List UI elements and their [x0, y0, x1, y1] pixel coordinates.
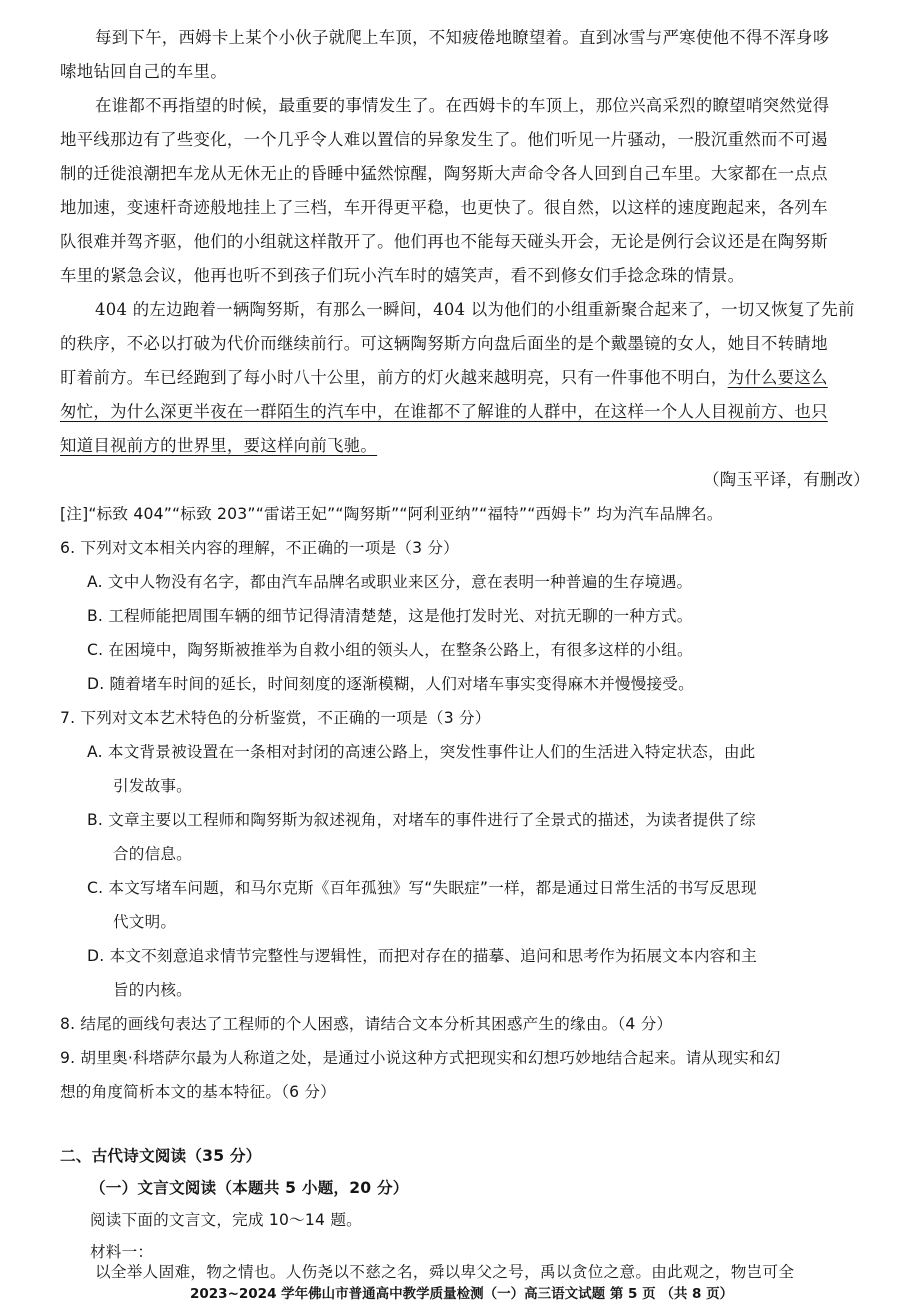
option-7c-cont: 代文明。	[113, 913, 177, 931]
option-7c: C. 本文写堵车问题，和马尔克斯《百年孤独》写“失眠症”一样，都是通过日常生活的书写反思现	[87, 879, 757, 897]
section-heading: 二、古代诗文阅读（35 分）	[60, 1147, 262, 1165]
question-6: 6. 下列对文本相关内容的理解，不正确的一项是（3 分）	[60, 539, 459, 557]
passage-line: 地平线那边有了些变化，一个几乎令人难以置信的异象发生了。他们听见一片骚动，一股沉重然而不可遏	[60, 130, 828, 149]
option-7a-cont: 引发故事。	[113, 777, 192, 795]
passage-line: 地加速，变速杆奇迹般地挂上了三档，车开得更平稳，也更快了。很自然，以这样的速度跑起来，各列车	[60, 198, 828, 217]
translator-source: （陶玉平译，有删改）	[703, 470, 870, 489]
page-footer: 2023~2024 学年佛山市普通高中教学质量检测（一）高三语文试题 第 5 页 （共 8 页）	[190, 1286, 734, 1302]
passage-line: 制的迁徙浪潮把车龙从无休无止的昏睡中猛然惊醒，陶努斯大声命令各人回到自己车里。大家都在一点点	[60, 164, 828, 183]
underlined-sentence: 为什么要这么	[727, 368, 828, 387]
question-8: 8. 结尾的画线句表达了工程师的个人困惑，请结合文本分析其困惑产生的缘由。（4 分）	[60, 1015, 673, 1033]
subsection-heading: （一）文言文阅读（本题共 5 小题，20 分）	[90, 1179, 409, 1197]
passage-line: 的秩序，不必以打破为代价而继续前行。可这辆陶努斯方向盘后面坐的是个戴墨镜的女人，她目不转睛地	[60, 334, 828, 353]
underlined-sentence: 知道目视前方的世界里，要这样向前飞驰。	[60, 436, 378, 455]
instruction: 阅读下面的文言文，完成 10～14 题。	[90, 1211, 362, 1229]
option-7d: D. 本文不刻意追求情节完整性与逻辑性，而把对存在的描摹、追问和思考作为拓展文本内容和主	[87, 947, 758, 965]
option-7d-cont: 旨的内核。	[113, 981, 192, 999]
classical-text-line: 以全举人固难，物之情也。人伤尧以不慈之名，舜以卑父之号，禹以贪位之意。由此观之，物岂可全	[95, 1263, 795, 1281]
option-7b-cont: 合的信息。	[113, 845, 192, 863]
note: [注]“标致 404”“标致 203”“雷诺王妃”“陶努斯”“阿利亚纳”“福特”“西姆卡” 均为汽车品牌名。	[60, 505, 723, 523]
question-9: 9. 胡里奥·科塔萨尔最为人称道之处，是通过小说这种方式把现实和幻想巧妙地结合起来。请从现实和幻	[60, 1049, 781, 1067]
passage-line	[60, 368, 828, 388]
option-7b: B. 文章主要以工程师和陶努斯为叙述视角，对堵车的事件进行了全景式的描述，为读者提供了综	[87, 811, 756, 829]
passage-text: 盯着前方。车已经跑到了每小时八十公里，前方的灯火越来越明亮，只有一件事他不明白，	[60, 368, 728, 387]
option-6a: A. 文中人物没有名字，都由汽车品牌名或职业来区分，意在表明一种普遍的生存境遇。	[87, 573, 693, 591]
passage-line: 嗦地钻回自己的车里。	[60, 62, 227, 81]
option-6b: B. 工程师能把周围车辆的细节记得清清楚楚，这是他打发时光、对抗无聊的一种方式。	[87, 607, 693, 625]
passage-line: 车里的紧急会议，他再也听不到孩子们玩小汽车时的嬉笑声，看不到修女们手捻念珠的情景。	[60, 266, 745, 285]
question-9-cont: 想的角度简析本文的基本特征。（6 分）	[60, 1083, 336, 1101]
passage-line: 在谁都不再指望的时候，最重要的事情发生了。在西姆卡的车顶上，那位兴高采烈的瞭望哨突然觉得	[95, 96, 830, 115]
underlined-sentence: 匆忙，为什么深更半夜在一群陌生的汽车中，在谁都不了解谁的人群中，在这样一个人人目视前方、也只	[60, 402, 828, 421]
question-7: 7. 下列对文本艺术特色的分析鉴赏，不正确的一项是（3 分）	[60, 709, 491, 727]
material-label: 材料一：	[90, 1243, 154, 1261]
option-6c: C. 在困境中，陶努斯被推举为自救小组的领头人，在整条公路上，有很多这样的小组。	[87, 641, 693, 659]
option-7a: A. 本文背景被设置在一条相对封闭的高速公路上，突发性事件让人们的生活进入特定状态，由此	[87, 743, 756, 761]
passage-line: 404 的左边跑着一辆陶努斯，有那么一瞬间，404 以为他们的小组重新聚合起来了，一切又恢复了先前	[95, 300, 855, 319]
passage-line: 每到下午，西姆卡上某个小伙子就爬上车顶，不知疲倦地瞭望着。直到冰雪与严寒使他不得不浑身哆	[95, 28, 830, 47]
passage-line: 队很难并驾齐驱，他们的小组就这样散开了。他们再也不能每天碰头开会，无论是例行会议还是在陶努斯	[60, 232, 828, 251]
option-6d: D. 随着堵车时间的延长，时间刻度的逐渐模糊，人们对堵车事实变得麻木并慢慢接受。	[87, 675, 694, 693]
